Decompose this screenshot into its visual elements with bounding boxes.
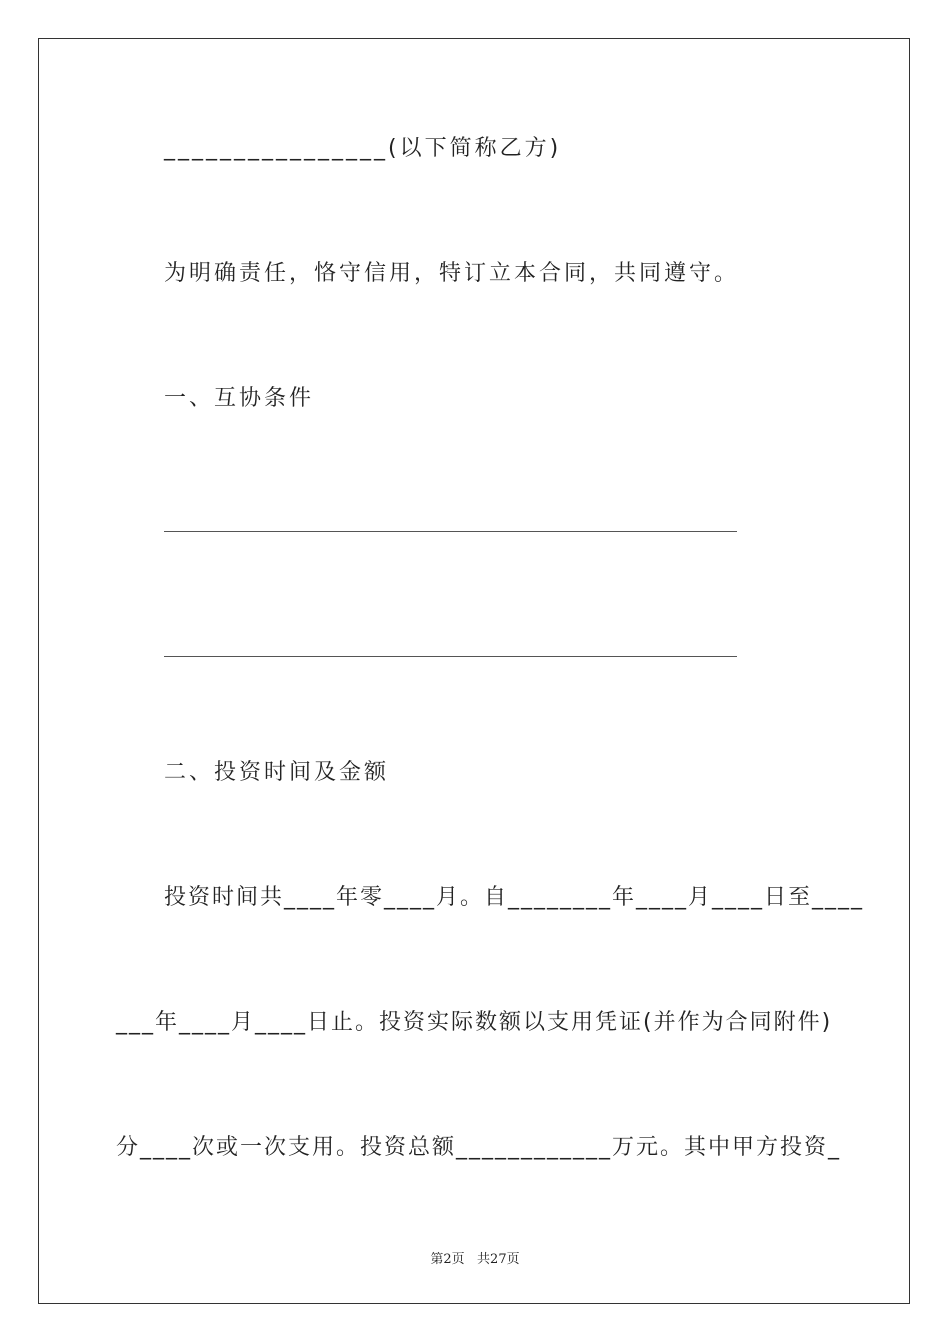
blank-fill-line-1 bbox=[164, 531, 737, 532]
section2-paragraph-line-2: ___年____月____日止。投资实际数额以支用凭证(并作为合同附件) bbox=[116, 1010, 833, 1035]
section1-heading: 一、互协条件 bbox=[164, 386, 315, 411]
party-b-line: ________________(以下简称乙方) bbox=[164, 136, 562, 161]
page-number-footer: 第2页 共27页 bbox=[430, 1252, 520, 1267]
section2-heading: 二、投资时间及金额 bbox=[164, 760, 390, 785]
page-border bbox=[38, 38, 910, 1304]
section2-paragraph-line-3: 分____次或一次支用。投资总额____________万元。其中甲方投资_ bbox=[116, 1135, 842, 1160]
section2-paragraph-line-1: 投资时间共____年零____月。自________年____月____日至____ bbox=[164, 885, 865, 910]
preamble-text: 为明确责任，恪守信用，特订立本合同，共同遵守。 bbox=[164, 261, 740, 286]
blank-fill-line-2 bbox=[164, 656, 737, 657]
